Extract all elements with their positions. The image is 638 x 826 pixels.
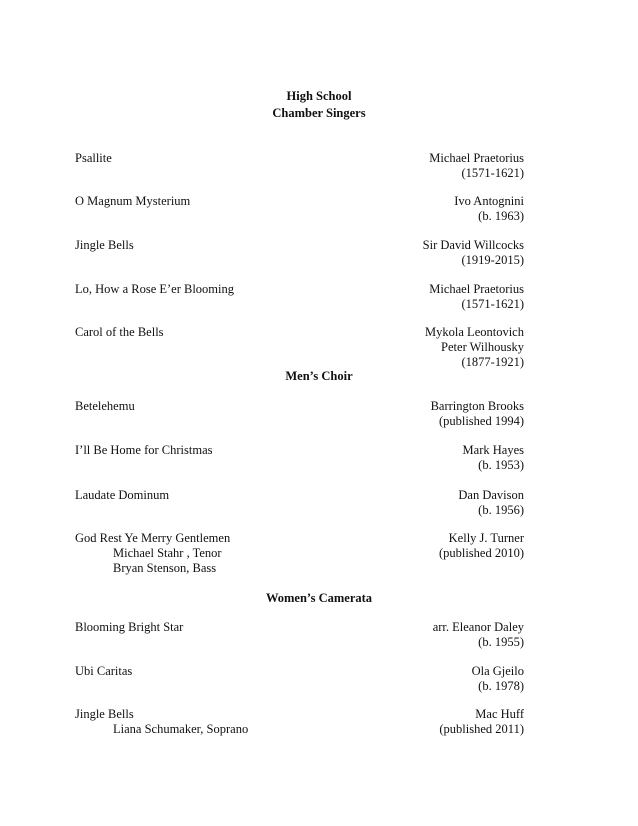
piece-soloist: Bryan Stenson, Bass [113,561,217,575]
piece-dates: (published 1994) [438,414,524,428]
piece-dates: (1571-1621) [461,166,524,180]
piece-composer: Mark Hayes [462,443,524,457]
piece-dates: (1919-2015) [461,253,524,267]
piece-title: God Rest Ye Merry Gentlemen [75,531,231,545]
piece-title: O Magnum Mysterium [75,194,191,208]
piece-soloist: Liana Schumaker, Soprano [113,722,249,736]
piece-title: Carol of the Bells [75,325,164,339]
piece-dates: (1571-1621) [461,297,524,311]
piece-title: Jingle Bells [75,707,134,721]
piece-dates: (published 2011) [439,722,524,736]
piece-dates: (published 2010) [438,546,524,560]
piece-soloist: Michael Stahr , Tenor [113,546,222,560]
piece-dates: (b. 1978) [478,679,524,693]
piece-dates: (b. 1956) [478,503,524,517]
header-line-1: High School [286,89,352,103]
piece-dates: (b. 1953) [478,458,524,472]
piece-composer: Barrington Brooks [430,399,524,413]
piece-composer: arr. Eleanor Daley [432,620,524,634]
piece-composer: Michael Praetorius [429,282,524,296]
piece-title: Psallite [75,151,112,165]
piece-dates: (1877-1921) [461,355,524,369]
piece-composer: Dan Davison [458,488,524,502]
piece-dates: (b. 1963) [478,209,524,223]
piece-composer: Ivo Antognini [454,194,524,208]
piece-composer: Michael Praetorius [429,151,524,165]
piece-composer: Ola Gjeilo [471,664,524,678]
piece-composer: Sir David Willcocks [422,238,524,252]
piece-composer: Mac Huff [475,707,524,721]
section-heading-womens-camerata: Women’s Camerata [265,591,373,605]
piece-title: Ubi Caritas [75,664,133,678]
section-heading-mens-choir: Men’s Choir [285,369,353,383]
piece-dates: (b. 1955) [478,635,524,649]
piece-composer: Mykola Leontovich [425,325,524,339]
piece-title: Betelehemu [75,399,135,413]
piece-title: I’ll Be Home for Christmas [75,443,213,457]
piece-arranger: Peter Wilhousky [441,340,524,354]
piece-title: Laudate Dominum [75,488,170,502]
piece-title: Jingle Bells [75,238,134,252]
piece-title: Blooming Bright Star [75,620,184,634]
piece-title: Lo, How a Rose E’er Blooming [75,282,235,296]
header-line-2: Chamber Singers [272,106,366,120]
piece-composer: Kelly J. Turner [448,531,524,545]
